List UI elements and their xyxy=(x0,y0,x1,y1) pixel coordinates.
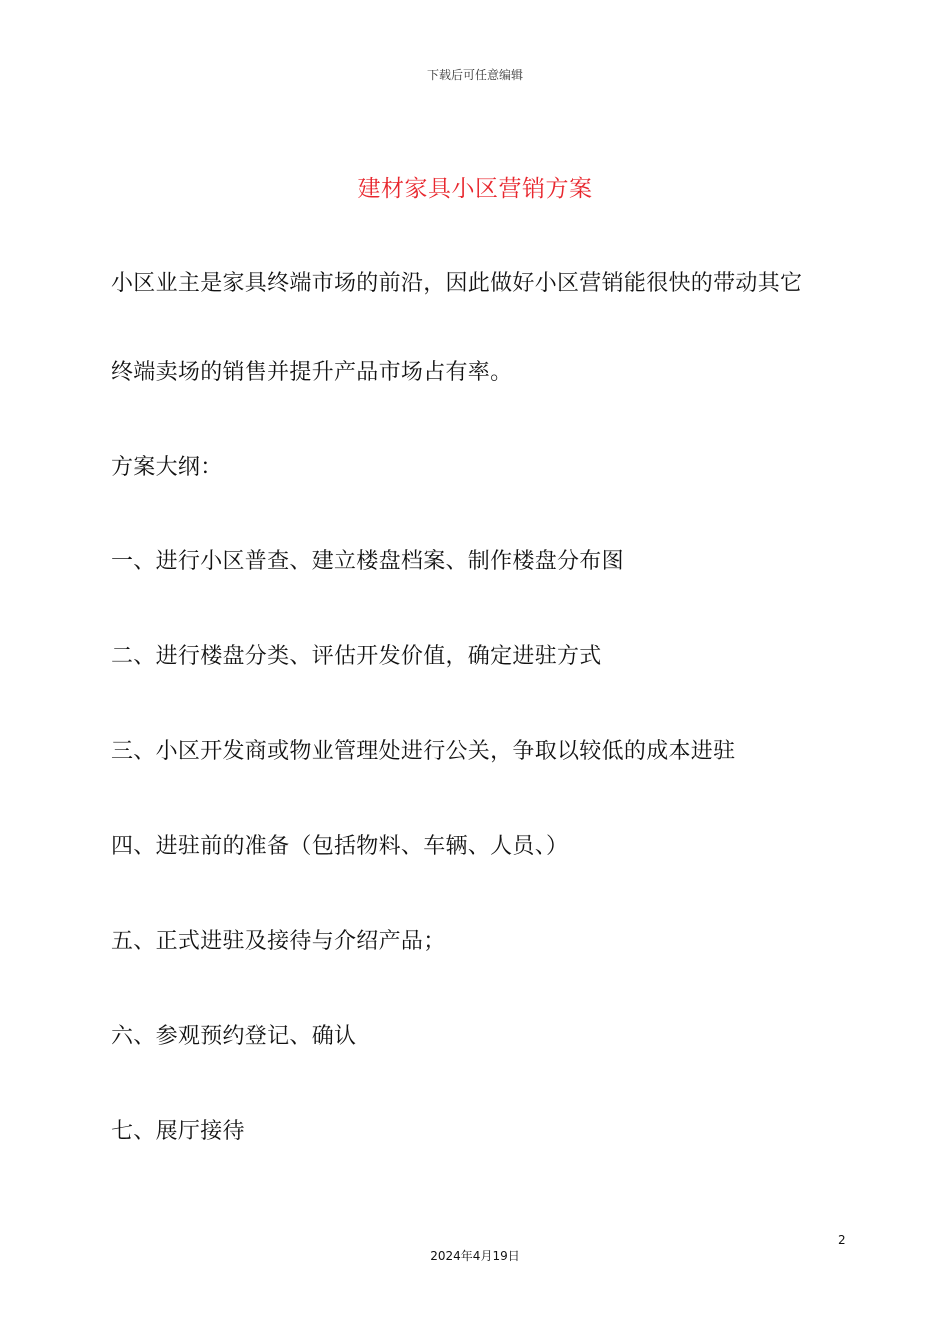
outline-item-5: 五、正式进驻及接待与介绍产品； xyxy=(111,929,446,954)
outline-heading: 方案大纲： xyxy=(111,455,223,480)
outline-item-4: 四、进驻前的准备（包括物料、车辆、人员、） xyxy=(111,834,569,859)
page-number: 2 xyxy=(838,1233,846,1247)
intro-line-1: 小区业主是家具终端市场的前沿，因此做好小区营销能很快的带动其它 xyxy=(111,271,803,296)
outline-item-6: 六、参观预约登记、确认 xyxy=(111,1024,357,1049)
outline-item-2: 二、进行楼盘分类、评估开发价值，确定进驻方式 xyxy=(111,644,602,669)
header-note: 下载后可任意编辑 xyxy=(426,68,523,82)
footer-date: 2024年4月19日 xyxy=(430,1249,520,1263)
outline-item-1: 一、进行小区普查、建立楼盘档案、制作楼盘分布图 xyxy=(111,549,624,574)
intro-line-2: 终端卖场的销售并提升产品市场占有率。 xyxy=(111,360,513,385)
outline-item-3: 三、小区开发商或物业管理处进行公关，争取以较低的成本进驻 xyxy=(111,739,736,764)
outline-item-7: 七、展厅接待 xyxy=(111,1119,245,1144)
document-title: 建材家具小区营销方案 xyxy=(357,176,593,202)
